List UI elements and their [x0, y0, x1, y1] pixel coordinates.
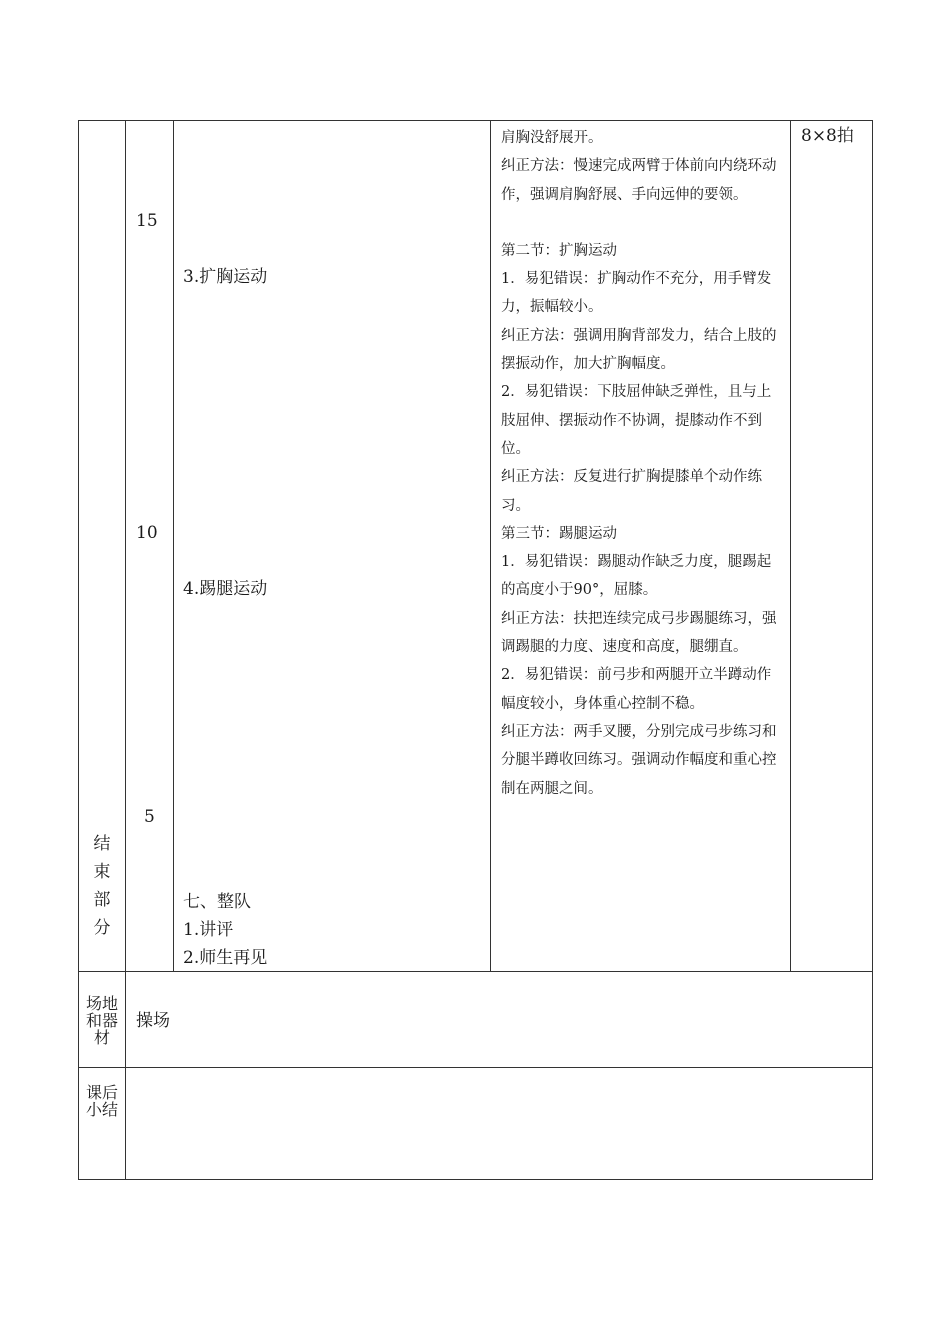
repetition-count: 8×8拍	[801, 126, 854, 146]
col-divider-time	[173, 120, 174, 971]
note-line: 1．易犯错误：扩胸动作不充分，用手臂发力，振幅较小。	[501, 271, 772, 316]
section-label: 结束部分	[93, 834, 111, 938]
table-right-border	[872, 120, 873, 1180]
summary-label: 课后小结	[85, 1083, 118, 1119]
note-line: 1．易犯错误：踢腿动作缺乏力度，腿踢起的高度小于90°，屈膝。	[501, 554, 772, 599]
time-value: 10	[136, 523, 158, 543]
table-top-border	[78, 120, 873, 121]
col-divider-notes	[790, 120, 791, 971]
note-line: 纠正方法：两手叉腰，分别完成弓步练习和分腿半蹲收回练习。强调动作幅度和重心控制在两腿之间。	[501, 723, 777, 797]
content-item-kick-leg: 4.踢腿运动	[183, 579, 268, 599]
note-spacer	[501, 209, 785, 237]
content-item-goodbye: 2.师生再见	[183, 948, 268, 968]
note-line: 纠正方法：强调用胸背部发力，结合上肢的摆振动作，加大扩胸幅度。	[501, 327, 777, 373]
content-item-review: 1.讲评	[183, 920, 234, 940]
content-item-line-up: 七、整队	[183, 892, 251, 912]
note-line: 第三节：踢腿运动	[501, 525, 617, 542]
note-line: 2．易犯错误：下肢屈伸缺乏弹性，且与上肢屈伸、摆振动作不协调，提膝动作不到位。	[501, 384, 772, 457]
venue-value: 操场	[136, 1011, 170, 1031]
note-line: 肩胸没舒展开。	[501, 130, 603, 146]
time-value: 15	[136, 211, 158, 231]
note-line: 纠正方法：扶把连续完成弓步踢腿练习，强调踢腿的力度、速度和高度，腿绷直。	[501, 610, 777, 656]
note-line: 纠正方法：反复进行扩胸提膝单个动作练习。	[501, 469, 762, 514]
note-line: 2．易犯错误：前弓步和两腿开立半蹲动作幅度较小，身体重心控制不稳。	[501, 667, 772, 712]
table-bottom-border	[78, 1179, 873, 1180]
row-divider-venue	[78, 971, 873, 972]
col-divider-content	[490, 120, 491, 971]
table-left-border	[78, 120, 79, 1180]
content-item-chest-expansion: 3.扩胸运动	[183, 267, 268, 287]
row-divider-summary	[78, 1067, 873, 1068]
error-correction-notes	[501, 124, 785, 803]
venue-label: 场地和器材	[85, 994, 118, 1047]
note-line: 纠正方法：慢速完成两臂于体前向内绕环动作，强调肩胸舒展、手向远伸的要领。	[501, 158, 777, 203]
note-line: 第二节：扩胸运动	[501, 242, 617, 259]
time-value: 5	[144, 807, 155, 827]
col-divider-label	[125, 120, 126, 1180]
